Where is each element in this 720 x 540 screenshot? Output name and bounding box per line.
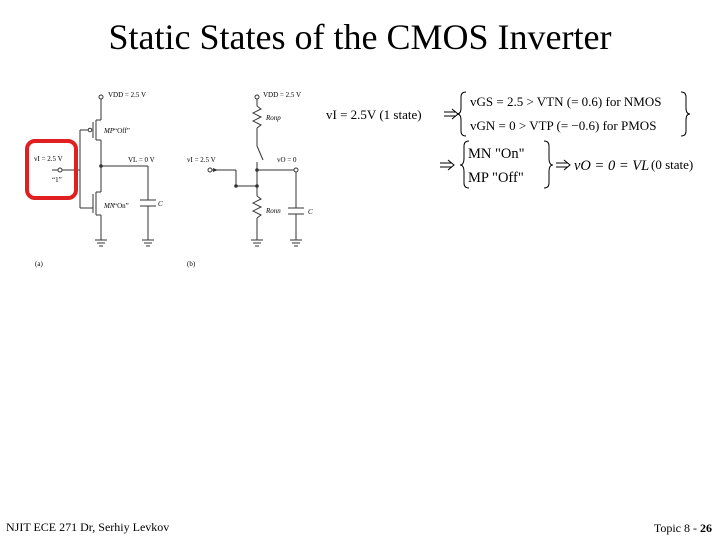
output-node-a xyxy=(99,164,103,168)
mn-state-label: “On” xyxy=(114,202,129,210)
state-text: (0 state) xyxy=(651,157,694,172)
footer-author: NJIT ECE 271 Dr, Serhiy Levkov xyxy=(6,520,170,534)
vl-label: VL = 0 V xyxy=(128,156,155,164)
condition-text: vI = 2.5V (1 state) xyxy=(326,107,422,122)
vi-label-b: vI = 2.5 V xyxy=(187,156,216,164)
cap-label-a: C xyxy=(158,200,163,208)
vdd-node-a xyxy=(99,95,103,99)
pmos-condition: vGN = 0 > VTP (= −0.6) for PMOS xyxy=(470,118,657,133)
footer-page xyxy=(654,521,712,536)
mn-label: MN xyxy=(104,202,115,210)
vdd-label-a: VDD = 2.5 V xyxy=(108,91,147,99)
vdd-label-b: VDD = 2.5 V xyxy=(263,91,302,99)
caption-b: (b) xyxy=(187,260,196,268)
nmos-condition: vGS = 2.5 > VTN (= 0.6) for NMOS xyxy=(470,94,662,109)
vo-label-b: vO = 0 xyxy=(277,156,297,164)
cap-label-b: C xyxy=(308,208,313,216)
mn-on-text: MN "On" xyxy=(468,146,525,162)
logic-one-label: “1” xyxy=(52,176,62,184)
caption-a: (a) xyxy=(35,260,43,268)
footer-topic: Topic 8 - xyxy=(653,521,700,535)
page-number: 26 xyxy=(700,521,712,535)
mp-state-label: “Off” xyxy=(114,127,130,135)
input-node-a xyxy=(58,168,62,172)
vi-label-a: vI = 2.5 V xyxy=(34,155,63,163)
result-text: vO = 0 = VL xyxy=(574,158,650,174)
mp-off-text: MP "Off" xyxy=(468,170,524,186)
slide-title: Static States of the CMOS Inverter xyxy=(108,17,612,57)
ron-p-label: Ronp xyxy=(266,114,281,122)
mp-label: MP xyxy=(104,127,115,135)
ron-n-label: Ronn xyxy=(266,207,281,215)
